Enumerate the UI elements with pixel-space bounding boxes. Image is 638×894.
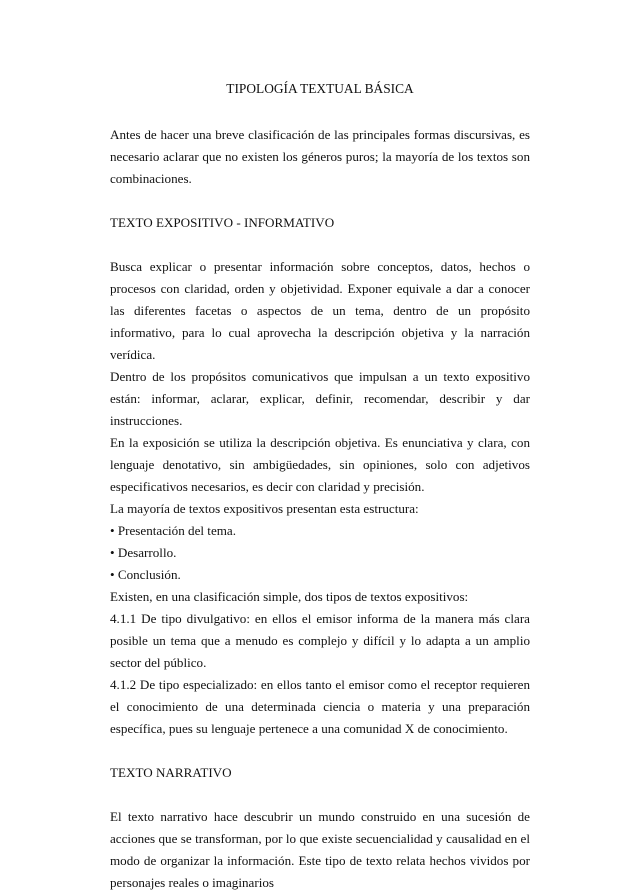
paragraph: 4.1.2 De tipo especializado: en ellos tanto el emisor como el receptor requieren el conocimiento de una determinada ciencia o materia y una preparación específica, pues su lenguaje pertenece a una comunidad X de conocimiento. [110,677,530,736]
section-heading-expositivo: TEXTO EXPOSITIVO - INFORMATIVO [110,215,335,230]
document-title: TIPOLOGÍA TEXTUAL BÁSICA [226,81,414,96]
list-item: • Conclusión. [110,567,181,582]
list-item: • Presentación del tema. [110,523,237,538]
paragraph: 4.1.1 De tipo divulgativo: en ellos el emisor informa de la manera más clara posible un tema que a menudo es complejo y difícil y lo adapta a un amplio sector del público. [110,611,530,670]
paragraph: En la exposición se utiliza la descripción objetiva. Es enunciativa y clara, con lenguaje denotativo, sin ambigüedades, sin opiniones, solo con adjetivos especificativos necesarios, es decir con claridad y precisión. [110,435,530,494]
list-item: • Desarrollo. [110,545,177,560]
paragraph: La mayoría de textos expositivos presentan esta estructura: [110,501,419,516]
intro-paragraph: Antes de hacer una breve clasificación de las principales formas discursivas, es necesario aclarar que no existen los géneros puros; la mayoría de los textos son combinaciones. [110,127,530,186]
paragraph: Existen, en una clasificación simple, dos tipos de textos expositivos: [110,589,469,604]
paragraph: Busca explicar o presentar información sobre conceptos, datos, hechos o procesos con claridad, orden y objetividad. Exponer equivale a dar a conocer las diferentes facetas o aspectos de un tema, dentro de un propósito informativo, para lo cual aprovecha la descripción objetiva y la narración verídica. [110,259,530,362]
section-body-expositivo [110,256,530,740]
section-heading-narrativo: TEXTO NARRATIVO [110,765,232,780]
section-body-narrativo [110,806,530,894]
paragraph: El texto narrativo hace descubrir un mundo construido en una sucesión de acciones que se transforman, por lo que existe secuencialidad y causalidad en el modo de organizar la información. Este tipo de texto relata hechos vividos por personajes reales o imaginarios [110,809,530,890]
paragraph: Dentro de los propósitos comunicativos que impulsan a un texto expositivo están: informar, aclarar, explicar, definir, recomendar, describir y dar instrucciones. [110,369,530,428]
